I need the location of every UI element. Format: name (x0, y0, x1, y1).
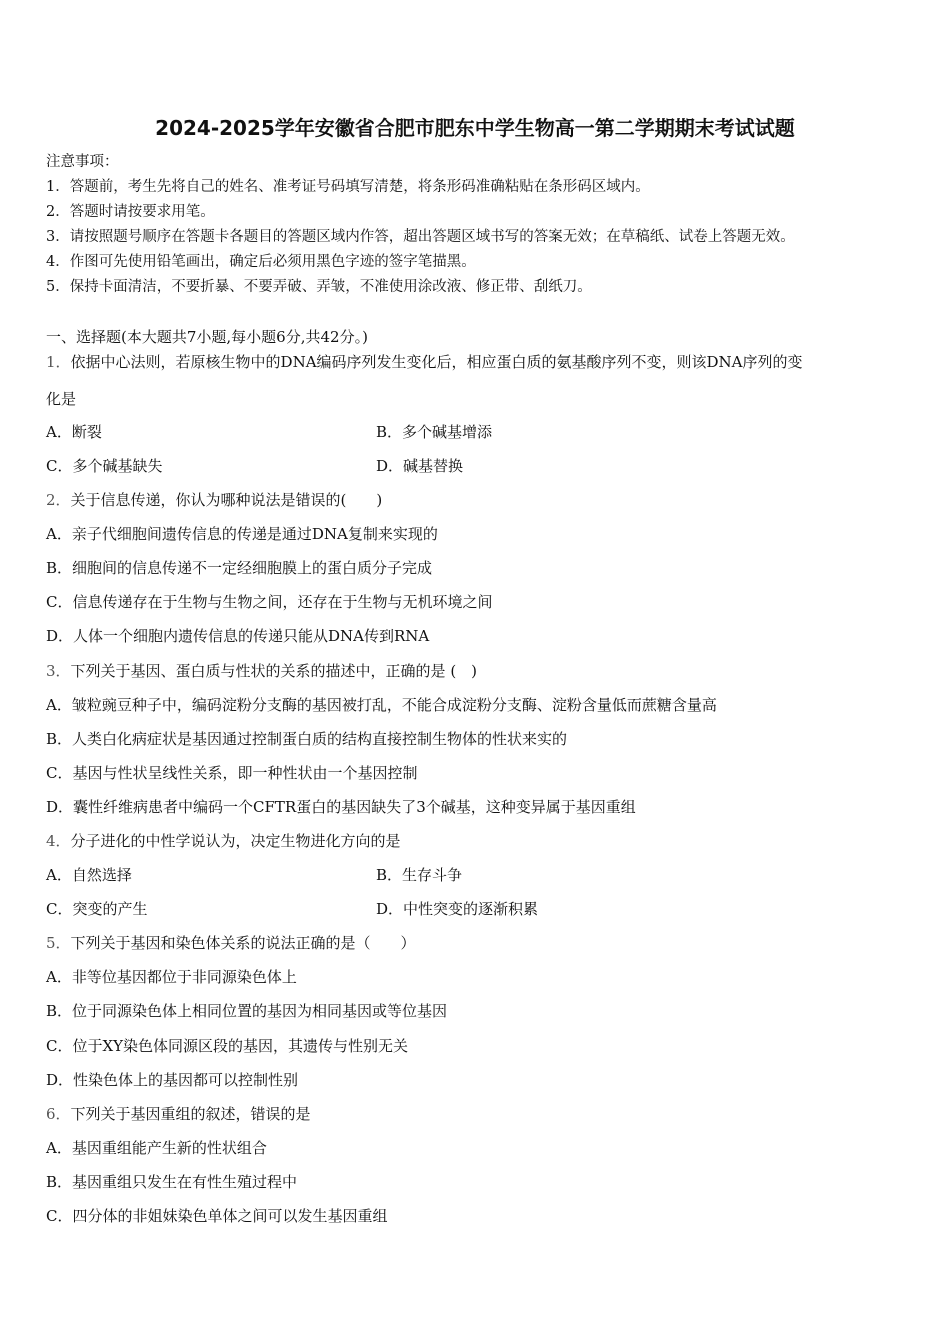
question-3-option-a[interactable]: A．皱粒豌豆种子中，编码淀粉分支酶的基因被打乱，不能合成淀粉分支酶、淀粉含量低而蔗糖含量高 (46, 696, 717, 714)
question-5-option-a[interactable]: A．非等位基因都位于非同源染色体上 (46, 968, 297, 986)
question-text: 下列关于基因重组的叙述，错误的是 (70, 1105, 311, 1123)
section-heading: 一、选择题(本大题共7小题,每小题6分,共42分。) (46, 328, 368, 346)
question-4-option-c[interactable]: C．突变的产生 (46, 900, 148, 918)
question-3-option-d[interactable]: D．囊性纤维病患者中编码一个CFTR蛋白的基因缺失了3个碱基，这种变异属于基因重组 (46, 798, 636, 816)
question-text: 关于信息传递，你认为哪种说法是错误的( ) (70, 491, 383, 509)
question-1-option-b[interactable]: B．多个碱基增添 (376, 423, 493, 441)
question-1-option-c[interactable]: C．多个碱基缺失 (46, 457, 163, 475)
question-5-option-d[interactable]: D．性染色体上的基因都可以控制性别 (46, 1071, 299, 1089)
question-6-option-a[interactable]: A．基因重组能产生新的性状组合 (46, 1139, 267, 1157)
note-item: 2．答题时请按要求用笔。 (46, 204, 215, 220)
question-5-stem (46, 933, 416, 953)
question-2-option-b[interactable]: B．细胞间的信息传递不一定经细胞膜上的蛋白质分子完成 (46, 559, 433, 577)
question-1-option-d[interactable]: D．碱基替换 (376, 457, 464, 475)
notes-heading: 注意事项： (46, 154, 119, 170)
question-1-stem (46, 352, 803, 372)
question-4-option-d[interactable]: D．中性突变的逐渐积累 (376, 900, 539, 918)
question-2-option-a[interactable]: A．亲子代细胞间遗传信息的传递是通过DNA复制来实现的 (46, 525, 438, 543)
question-4-option-b[interactable]: B．生存斗争 (376, 866, 463, 884)
question-1-option-a[interactable]: A．断裂 (46, 423, 102, 441)
question-3-option-c[interactable]: C．基因与性状呈线性关系，即一种性状由一个基因控制 (46, 764, 418, 782)
question-5-option-b[interactable]: B．位于同源染色体上相同位置的基因为相同基因或等位基因 (46, 1002, 448, 1020)
question-number: 3． (46, 662, 71, 680)
question-3-stem (46, 661, 477, 681)
question-2-option-c[interactable]: C．信息传递存在于生物与生物之间，还存在于生物与无机环境之间 (46, 593, 493, 611)
note-item: 4．作图可先使用铅笔画出，确定后必须用黑色字迹的签字笔描黑。 (46, 254, 476, 270)
question-number: 6． (46, 1105, 71, 1123)
question-3-option-b[interactable]: B．人类白化病症状是基因通过控制蛋白质的结构直接控制生物体的性状来实的 (46, 730, 568, 748)
question-number: 2． (46, 491, 71, 509)
question-number: 4． (46, 832, 71, 850)
note-item: 1．答题前，考生先将自己的姓名、准考证号码填写清楚，将条形码准确粘贴在条形码区域内。 (46, 179, 650, 195)
question-text: 分子进化的中性学说认为，决定生物进化方向的是 (70, 832, 401, 850)
question-6-stem (46, 1104, 311, 1124)
question-4-option-a[interactable]: A．自然选择 (46, 866, 132, 884)
question-number: 5． (46, 934, 71, 952)
question-2-stem (46, 490, 382, 510)
question-1-stem-cont: 化是 (46, 390, 77, 408)
question-4-stem (46, 831, 401, 851)
note-item: 5．保持卡面清洁，不要折暴、不要弄破、弄皱，不准使用涂改液、修正带、刮纸刀。 (46, 279, 592, 295)
question-2-option-d[interactable]: D．人体一个细胞内遗传信息的传递只能从DNA传到RNA (46, 627, 430, 645)
note-item: 3．请按照题号顺序在答题卡各题目的答题区域内作答，超出答题区域书写的答案无效；在草稿纸、试卷上答题无效。 (46, 229, 795, 245)
question-6-option-b[interactable]: B．基因重组只发生在有性生殖过程中 (46, 1173, 298, 1191)
question-text: 下列关于基因、蛋白质与性状的关系的描述中，正确的是 ( ) (70, 662, 478, 680)
question-6-option-c[interactable]: C．四分体的非姐妹染色单体之间可以发生基因重组 (46, 1207, 388, 1225)
question-text: 下列关于基因和染色体关系的说法正确的是（ ） (70, 934, 416, 952)
question-text: 依据中心法则，若原核生物中的DNA编码序列发生变化后，相应蛋白质的氨基酸序列不变，则该DNA序列的变 (70, 353, 803, 371)
question-number: 1． (46, 353, 71, 371)
page-title: 2024-2025学年安徽省合肥市肥东中学生物高一第二学期期末考试试题 (155, 116, 795, 140)
question-5-option-c[interactable]: C．位于XY染色体同源区段的基因，其遗传与性别无关 (46, 1037, 409, 1055)
